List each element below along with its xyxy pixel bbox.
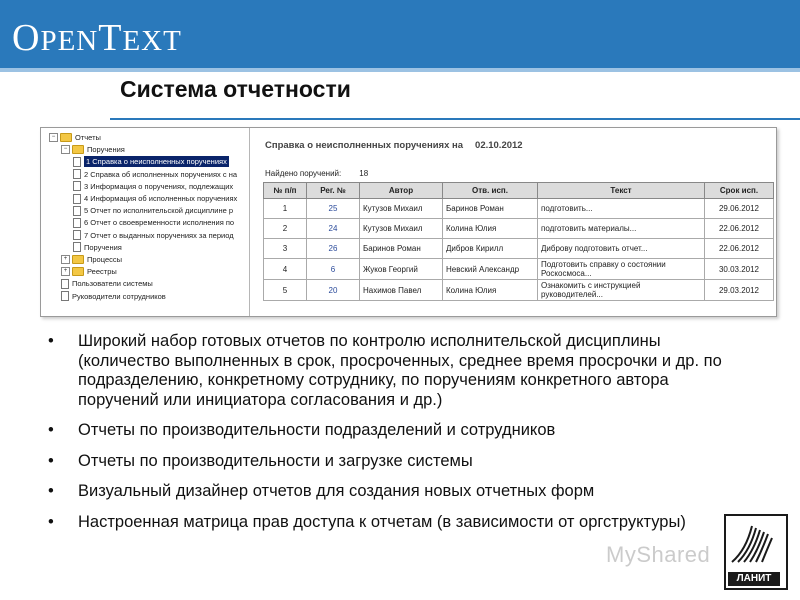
report-title [265, 140, 523, 151]
table-cell: Жуков Георгий [360, 259, 443, 280]
bullet-item [48, 482, 748, 502]
bullet-item [48, 421, 748, 441]
title-divider [110, 118, 800, 120]
document-icon [73, 230, 81, 240]
reg-number-link[interactable]: 6 [307, 259, 360, 280]
table-cell: 30.03.2012 [705, 259, 774, 280]
slide-title: Система отчетности [120, 76, 351, 102]
tree-item-label: 1 Справка о неисполненных поручениях [86, 157, 227, 167]
document-icon [73, 242, 81, 252]
table-cell: Колина Юлия [443, 219, 538, 239]
found-number: 18 [359, 169, 369, 178]
table-row[interactable] [264, 219, 774, 239]
column-header[interactable]: Рег. № [307, 183, 360, 199]
tree-item[interactable] [61, 278, 153, 289]
table-cell: подготовить материалы... [538, 219, 705, 239]
document-icon [73, 181, 81, 191]
tree-item[interactable] [73, 181, 233, 192]
table-cell: Кутузов Михаил [360, 219, 443, 239]
folder-icon [72, 255, 84, 264]
column-header[interactable]: Отв. исп. [443, 183, 538, 199]
tree-item[interactable] [73, 230, 234, 241]
expand-icon[interactable]: + [61, 267, 70, 276]
tree-item-label: Реестры [87, 267, 117, 277]
tree-item[interactable] [49, 132, 101, 143]
report-tree [41, 128, 250, 316]
tree-item[interactable] [61, 266, 117, 277]
document-icon [73, 218, 81, 228]
table-cell: Баринов Роман [360, 239, 443, 259]
folder-icon [72, 267, 84, 276]
tree-item[interactable] [73, 193, 237, 204]
tree-item-label: Пользователи системы [72, 279, 153, 289]
bullet-list [48, 332, 748, 543]
bullet-dot-icon: • [48, 482, 54, 500]
column-header[interactable]: № п/п [264, 183, 307, 199]
table-cell: Нахимов Павел [360, 280, 443, 301]
table-cell: Подготовить справку о состоянии Роскосмоса... [538, 259, 705, 280]
document-icon [73, 157, 81, 167]
bullet-item [48, 513, 748, 533]
report-date: 02.10.2012 [475, 140, 523, 151]
lanit-emblem-icon [726, 516, 782, 568]
tree-item[interactable] [61, 254, 122, 265]
table-row[interactable] [264, 259, 774, 280]
bullet-item [48, 452, 748, 472]
table-cell: Диброву подготовить отчет... [538, 239, 705, 259]
tree-item[interactable] [73, 217, 234, 228]
table-cell: подготовить... [538, 199, 705, 219]
table-cell: 29.06.2012 [705, 199, 774, 219]
table-cell: Баринов Роман [443, 199, 538, 219]
document-icon [61, 291, 69, 301]
column-header[interactable]: Текст [538, 183, 705, 199]
reg-number-link[interactable]: 25 [307, 199, 360, 219]
table-cell: 2 [264, 219, 307, 239]
found-label: Найдено поручений: [265, 169, 342, 178]
tree-item-label: 5 Отчет по исполнительской дисциплине р [84, 206, 234, 216]
tree-item-label: Отчеты [75, 133, 101, 142]
reg-number-link[interactable]: 26 [307, 239, 360, 259]
tree-item[interactable] [73, 156, 229, 167]
bullet-text: Настроенная матрица прав доступа к отчетам (в зависимости от оргструктуры) [78, 512, 686, 531]
table-row[interactable] [264, 239, 774, 259]
table-cell: 5 [264, 280, 307, 301]
bullet-text: Визуальный дизайнер отчетов для создания новых отчетных форм [78, 482, 595, 500]
folder-icon [60, 133, 72, 142]
table-cell: 29.03.2012 [705, 280, 774, 301]
expand-icon[interactable]: + [61, 255, 70, 264]
report-panel [253, 128, 776, 316]
watermark: MyShared [606, 542, 711, 567]
table-cell: 4 [264, 259, 307, 280]
tree-item-label: 7 Отчет о выданных поручениях за период [84, 230, 234, 240]
lanit-label: ЛАНИТ [728, 572, 780, 586]
column-header[interactable]: Срок исп. [705, 183, 774, 199]
folder-icon [72, 145, 84, 154]
tree-item[interactable] [61, 144, 125, 155]
table-cell: 22.06.2012 [705, 239, 774, 259]
tree-item-label: 6 Отчет о своевременности исполнения по [84, 218, 235, 228]
table-cell: 22.06.2012 [705, 219, 774, 239]
collapse-icon[interactable]: − [61, 145, 70, 154]
table-cell: Колина Юлия [443, 280, 538, 301]
tree-item[interactable] [73, 169, 237, 180]
app-screenshot [40, 127, 777, 317]
table-cell: Дибров Кирилл [443, 239, 538, 259]
column-header[interactable]: Автор [360, 183, 443, 199]
lanit-logo [724, 514, 788, 590]
bullet-item [48, 332, 748, 410]
header-bar [0, 0, 800, 68]
reg-number-link[interactable]: 24 [307, 219, 360, 239]
bullet-dot-icon: • [48, 421, 54, 439]
tree-item[interactable] [73, 242, 122, 253]
tree-item[interactable] [73, 205, 233, 216]
collapse-icon[interactable]: − [49, 133, 58, 142]
tree-item-label: Поручения [87, 145, 125, 155]
table-header-row [264, 183, 774, 199]
bullet-dot-icon: • [48, 512, 54, 531]
tree-item-label: 3 Информация о поручениях, подлежащих [84, 181, 234, 191]
opentext-logo: OPENTEXT [12, 17, 182, 59]
bullet-dot-icon: • [48, 332, 54, 350]
table-cell: Невский Александр [443, 259, 538, 280]
tree-item-label: 4 Информация об исполненных поручениях [84, 194, 238, 203]
table-cell: 1 [264, 199, 307, 219]
bullet-text: Отчеты по производительности и загрузке системы [78, 451, 473, 470]
reg-number-link[interactable]: 20 [307, 280, 360, 301]
report-table [263, 182, 774, 301]
bullet-text: Широкий набор готовых отчетов по контролю исполнительской дисциплины (количество выполненных в срок, просроченных, среднее время просрочки и др. по подразделению, конкретному сотруднику, по поручениям конкретного автора поручений или инициатора согласования и др.) [78, 332, 722, 409]
document-icon [73, 169, 81, 179]
table-cell: Ознакомить с инструкцией руководителей... [538, 280, 705, 301]
tree-item-label: Руководители сотрудников [72, 291, 166, 301]
tree-item[interactable] [61, 291, 166, 302]
document-icon [73, 194, 81, 204]
table-row[interactable] [264, 199, 774, 219]
document-icon [61, 279, 69, 289]
header-strip [0, 68, 800, 72]
document-icon [73, 206, 81, 216]
found-count [265, 169, 368, 178]
table-row[interactable] [264, 280, 774, 301]
table-cell: Кутузов Михаил [360, 199, 443, 219]
tree-item-label: Поручения [84, 242, 122, 252]
report-title-text: Справка о неисполненных поручениях на [265, 140, 464, 151]
tree-item-label: Процессы [87, 255, 123, 264]
bullet-text: Отчеты по производительности подразделений и сотрудников [78, 421, 556, 439]
tree-item-label: 2 Справка об исполненных поручениях с на [84, 169, 238, 179]
table-cell: 3 [264, 239, 307, 259]
bullet-dot-icon: • [48, 451, 54, 470]
